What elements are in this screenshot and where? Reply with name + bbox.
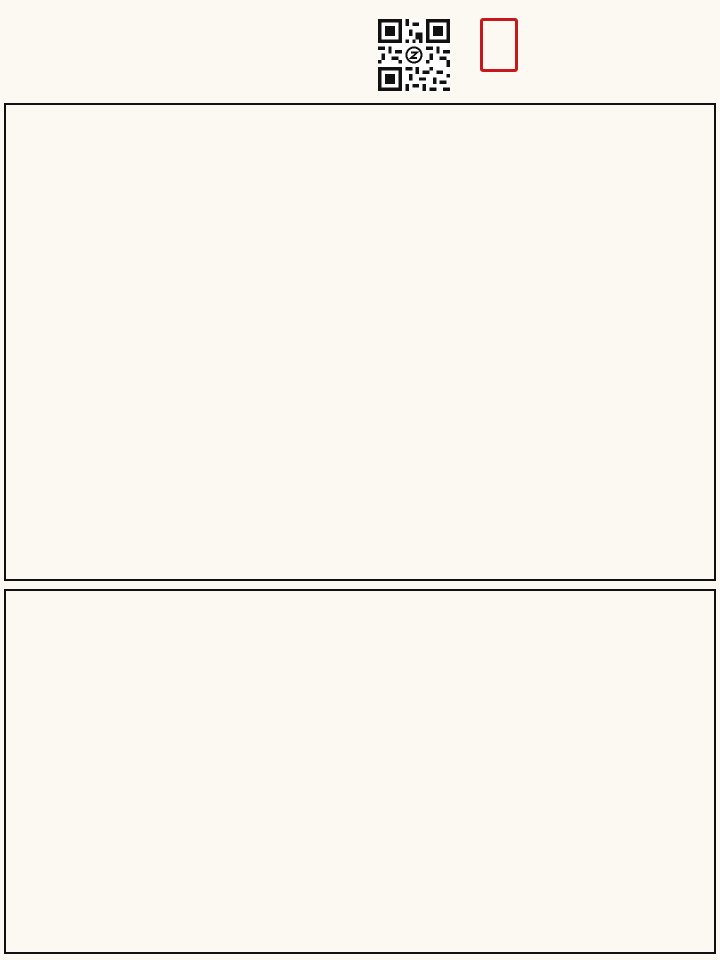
year-table	[4, 589, 716, 954]
seal-stamp	[480, 18, 518, 72]
qr-code-icon[interactable]	[378, 19, 450, 91]
chart-grid	[4, 103, 716, 581]
